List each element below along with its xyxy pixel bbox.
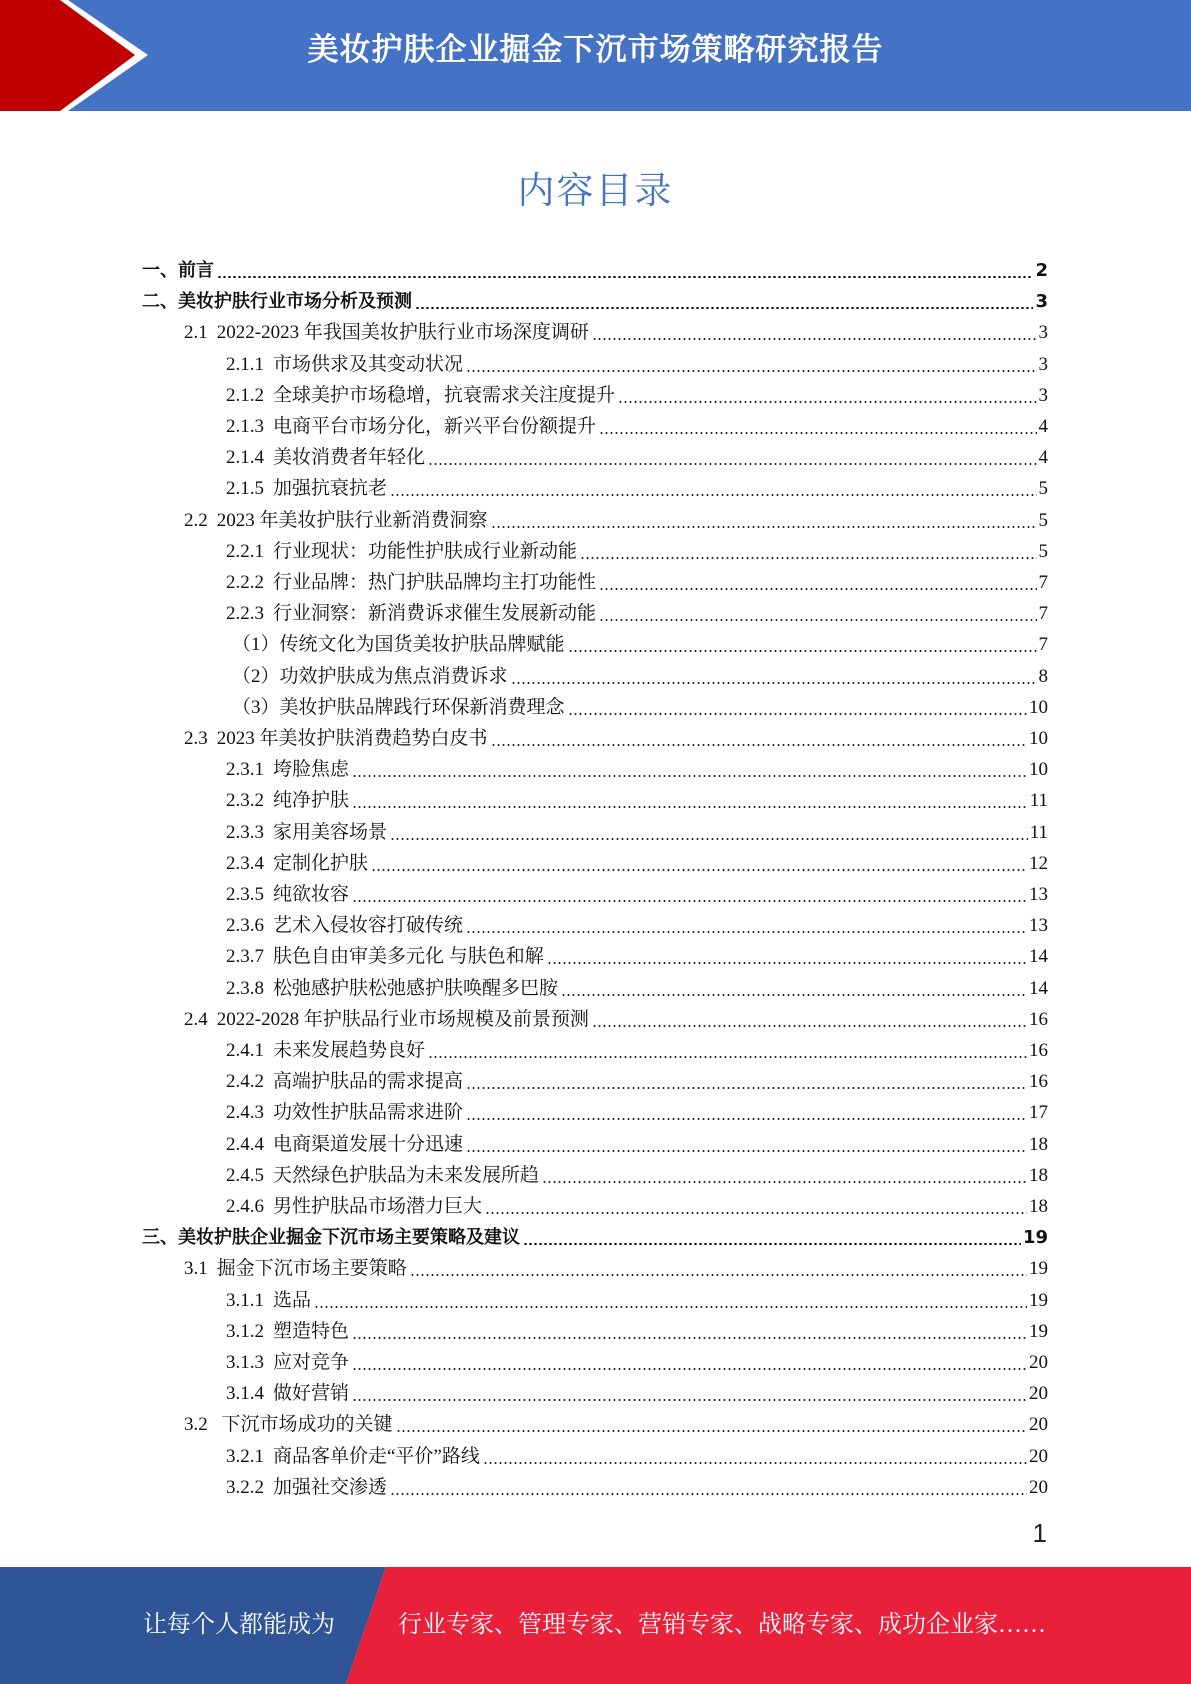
- toc-entry-text: [226, 1194, 482, 1220]
- toc-entry[interactable]: [226, 1470, 1048, 1501]
- toc-entry-number: 2.4.6: [226, 1196, 264, 1217]
- toc-entry-text: [226, 788, 349, 814]
- dot-leader: [352, 1337, 1027, 1339]
- dot-leader: [390, 1493, 1027, 1495]
- toc-entry[interactable]: [184, 1002, 1048, 1033]
- dot-leader: [352, 1368, 1027, 1370]
- toc-entry-page: 16: [1029, 1040, 1048, 1061]
- toc-entry-number: 2.3.1: [226, 759, 264, 781]
- dot-leader: [410, 1274, 1027, 1276]
- toc-entry-page: 20: [1029, 1476, 1048, 1498]
- toc-entry[interactable]: [226, 908, 1048, 939]
- toc-entry-text: [226, 601, 596, 627]
- toc-entry[interactable]: [226, 783, 1048, 814]
- toc-entry[interactable]: [226, 1189, 1048, 1220]
- toc-entry-number: 2.3.5: [226, 884, 264, 905]
- toc-entry-text: [142, 289, 412, 315]
- footer-slogan-right: 行业专家、管理专家、营销专家、战略专家、成功企业家……: [398, 1612, 1046, 1638]
- toc-entry-label: 2023 年美妆护肤消费趋势白皮书: [216, 728, 488, 749]
- toc-entry-number: 2.4.1: [226, 1040, 264, 1061]
- toc-entry-label: 行业现状：功能性护肤成行业新动能: [273, 540, 578, 562]
- dot-leader: [396, 1430, 1027, 1432]
- toc-entry[interactable]: [232, 659, 1048, 690]
- toc-entry-text: [226, 1475, 387, 1501]
- dot-leader: [217, 276, 1033, 279]
- toc-entry-text: [184, 508, 488, 534]
- toc-entry-label: （2）功效护肤成为焦点消费诉求: [232, 665, 508, 687]
- toc-entry[interactable]: [184, 1407, 1048, 1438]
- toc-entry-label: 家用美容场景: [273, 821, 388, 843]
- toc-entry-label: 行业品牌：热门护肤品牌均主打功能性: [273, 572, 597, 593]
- toc-entry[interactable]: [226, 596, 1048, 627]
- toc-entry-text: [184, 726, 488, 752]
- toc-entry[interactable]: [142, 1220, 1048, 1251]
- toc-entry-number: 3.2.2: [226, 1476, 264, 1498]
- toc-entry-number: 2.2.2: [226, 572, 264, 593]
- toc-entry[interactable]: [184, 315, 1048, 346]
- toc-entry-number: 2.4.4: [226, 1133, 264, 1155]
- toc-entry-text: [226, 976, 558, 1002]
- toc-entry-page: 20: [1029, 1414, 1048, 1436]
- dot-leader: [568, 650, 1037, 652]
- dot-leader: [485, 1212, 1027, 1214]
- toc-entry-label: 电商平台市场分化，新兴平台份额提升: [273, 416, 597, 437]
- toc-entry-page: 20: [1029, 1445, 1048, 1467]
- toc-entry-label: 垮脸焦虑: [273, 759, 350, 781]
- dot-leader: [466, 931, 1027, 933]
- dot-leader: [542, 1181, 1027, 1183]
- toc-entry-number: 3.1: [184, 1258, 208, 1280]
- toc-entry-label: 纯净护肤: [273, 790, 350, 812]
- dot-leader: [599, 619, 1036, 621]
- toc-entry-text: [142, 258, 214, 284]
- toc-entry[interactable]: [226, 1283, 1048, 1314]
- toc-entry[interactable]: [142, 253, 1048, 284]
- toc-entry-text: [226, 851, 368, 877]
- toc-entry-page: 4: [1038, 447, 1048, 469]
- toc-entry-page: 8: [1038, 665, 1048, 687]
- toc-entry-page: 7: [1038, 572, 1048, 593]
- dot-leader: [561, 994, 1027, 996]
- toc-entry-number: 2.1: [184, 322, 208, 344]
- dot-leader: [466, 1087, 1027, 1089]
- toc-entry-label: 选品: [273, 1289, 312, 1311]
- toc-entry-page: 19: [1029, 1258, 1048, 1280]
- toc-entry[interactable]: [226, 471, 1048, 502]
- toc-entry-label: 高端护肤品的需求提高: [273, 1071, 464, 1093]
- toc-entry[interactable]: [226, 939, 1048, 970]
- toc-entry-number: 2.2.3: [226, 603, 264, 625]
- dot-leader: [599, 432, 1036, 434]
- toc-entry-text: [184, 1007, 589, 1033]
- toc-entry-text: [226, 882, 349, 908]
- toc-entry[interactable]: [226, 1158, 1048, 1189]
- toc-entry-page: 20: [1029, 1383, 1048, 1405]
- toc-entry-text: [226, 1350, 349, 1376]
- toc-entry-number: 2.1.5: [226, 478, 264, 500]
- toc-entry-text: [232, 664, 508, 690]
- dot-leader: [483, 1462, 1027, 1464]
- toc-entry-page: 10: [1029, 696, 1048, 718]
- dot-leader: [352, 1399, 1027, 1401]
- toc-entry-text: [226, 913, 463, 939]
- toc-entry-text: [226, 1069, 463, 1095]
- toc-entry-page: 14: [1029, 977, 1048, 999]
- toc-entry-label: 一、前言: [142, 260, 214, 281]
- toc-entry-page: 18: [1029, 1133, 1048, 1155]
- toc-entry[interactable]: [226, 565, 1048, 596]
- dot-leader: [352, 775, 1027, 777]
- toc-entry-label: （3）美妆护肤品牌践行环保新消费理念: [232, 696, 565, 718]
- dot-leader: [314, 1306, 1027, 1308]
- toc-entry-page: 7: [1038, 634, 1048, 656]
- toc-entry-label: 未来发展趋势良好: [273, 1040, 426, 1061]
- toc-title: 内容目录: [517, 169, 674, 212]
- toc-entry[interactable]: [184, 721, 1048, 752]
- dot-leader: [415, 307, 1033, 310]
- toc-entry[interactable]: [226, 1314, 1048, 1345]
- toc-entry-number: 2.3.4: [226, 852, 264, 874]
- toc-entry-text: [232, 632, 565, 658]
- toc-entry-number: 2.1.1: [226, 353, 264, 375]
- toc-entry-page: 14: [1029, 946, 1048, 968]
- dot-leader: [352, 806, 1028, 808]
- footer-slogan-left: 让每个人都能成为: [143, 1612, 335, 1638]
- toc-entry[interactable]: [226, 846, 1048, 877]
- dot-leader: [491, 744, 1027, 746]
- toc-entry-label: 做好营销: [273, 1383, 350, 1405]
- toc-entry[interactable]: [184, 503, 1048, 534]
- toc-entry-page: 3: [1035, 291, 1048, 313]
- toc-entry-text: [184, 320, 589, 346]
- toc-entry-page: 11: [1029, 790, 1048, 812]
- dot-leader: [428, 463, 1036, 465]
- toc-entry[interactable]: [226, 877, 1048, 908]
- toc-entry-number: 3.1.4: [226, 1383, 264, 1405]
- toc-entry-text: [226, 820, 387, 846]
- dot-leader: [428, 1056, 1027, 1058]
- toc-entry-number: 3.1.3: [226, 1352, 264, 1373]
- toc-entry-label: 塑造特色: [273, 1320, 350, 1342]
- toc-entry-number: 2.3: [184, 728, 208, 749]
- toc-entry-page: 3: [1038, 353, 1048, 375]
- dot-leader: [523, 1243, 1021, 1246]
- toc-entry-page: 19: [1022, 1227, 1048, 1249]
- page-footer: [0, 1567, 1191, 1684]
- dot-leader: [466, 1118, 1027, 1120]
- toc-entry-number: 2.2: [184, 509, 208, 531]
- toc-entry-number: 2.4.2: [226, 1071, 264, 1093]
- page-header: [0, 0, 1191, 111]
- toc-entry-text: [226, 383, 615, 409]
- dot-leader: [491, 526, 1037, 528]
- toc-entry-text: [226, 1288, 311, 1314]
- toc-entry-label: 男性护肤品市场潜力巨大: [273, 1196, 483, 1217]
- toc-entry-text: [184, 1256, 407, 1282]
- toc-entry-page: 13: [1029, 915, 1048, 937]
- toc-entry-page: 12: [1029, 852, 1048, 874]
- toc-entry-page: 3: [1038, 384, 1048, 406]
- toc-entry-label: 下沉市场成功的关键: [216, 1414, 393, 1436]
- toc-entry-label: 2022-2023 年我国美妆护肤行业市场深度调研: [216, 322, 589, 344]
- toc-entry-text: [142, 1225, 520, 1251]
- toc-entry-label: 掘金下沉市场主要策略: [216, 1258, 407, 1280]
- toc-entry[interactable]: [226, 1439, 1048, 1470]
- toc-entry-number: 2.3.6: [226, 915, 264, 937]
- dot-leader: [371, 869, 1027, 871]
- toc-entry-text: [226, 1163, 539, 1189]
- toc-entry-page: 7: [1038, 603, 1048, 625]
- toc-entry-text: [226, 1319, 349, 1345]
- toc-entry-label: 2022-2028 年护肤品行业市场规模及前景预测: [216, 1008, 589, 1030]
- toc-entry-text: [226, 1100, 463, 1126]
- toc-entry[interactable]: [226, 440, 1048, 471]
- toc-entry-label: 纯欲妆容: [273, 884, 350, 905]
- toc-entry-number: 2.3.7: [226, 946, 264, 968]
- toc-entry-page: 4: [1038, 416, 1048, 437]
- dot-leader: [466, 370, 1036, 372]
- toc-entry[interactable]: [226, 815, 1048, 846]
- toc-entry[interactable]: [226, 971, 1048, 1002]
- toc-entry-label: （1）传统文化为国货美妆护肤品牌赋能: [232, 634, 565, 656]
- dot-leader: [599, 588, 1036, 590]
- toc-entry[interactable]: [226, 1376, 1048, 1407]
- toc-entry-text: [226, 414, 596, 440]
- toc-entry[interactable]: [226, 1127, 1048, 1158]
- toc-entry[interactable]: [232, 690, 1048, 721]
- toc-entry-page: 16: [1029, 1071, 1048, 1093]
- toc-entry[interactable]: [226, 1033, 1048, 1064]
- toc-entry-number: 2.2.1: [226, 540, 264, 562]
- dot-leader: [352, 900, 1027, 902]
- toc-entry-label: 定制化护肤: [273, 852, 369, 874]
- toc-entry-number: 2.1.4: [226, 447, 264, 469]
- toc-entry-text: [232, 695, 565, 721]
- toc-entry-number: 2.3.8: [226, 977, 264, 999]
- toc-entry-number: 3.1.2: [226, 1320, 264, 1342]
- toc-entry[interactable]: [226, 1095, 1048, 1126]
- toc-entry-page: 18: [1029, 1196, 1048, 1217]
- toc-entry-text: [226, 445, 425, 471]
- toc-entry-number: 2.1.3: [226, 416, 264, 437]
- toc-entry-page: 18: [1029, 1164, 1048, 1186]
- toc-entry-number: 3.2: [184, 1414, 208, 1436]
- toc-entry-number: 2.3.2: [226, 790, 264, 812]
- toc-entry-label: 天然绿色护肤品为未来发展所趋: [273, 1164, 540, 1186]
- toc-entry[interactable]: [226, 752, 1048, 783]
- toc-entry[interactable]: [226, 378, 1048, 409]
- toc-entry-text: [226, 944, 544, 970]
- toc-entry-label: 艺术入侵妆容打破传统: [273, 915, 464, 937]
- toc-entry-number: 2.3.3: [226, 821, 264, 843]
- toc-entry[interactable]: [226, 1064, 1048, 1095]
- toc-entry-label: 加强社交渗透: [273, 1476, 388, 1498]
- toc-entry-label: 市场供求及其变动状况: [273, 353, 464, 375]
- toc-entry-text: [226, 1038, 425, 1064]
- toc-entry-label: 行业洞察：新消费诉求催生发展新动能: [273, 603, 597, 625]
- toc-entry-label: 加强抗衰抗老: [273, 478, 388, 500]
- toc-entry-label: 三、美妆护肤企业掘金下沉市场主要策略及建议: [142, 1227, 520, 1249]
- dot-leader: [592, 1025, 1027, 1027]
- toc-entry-page: 10: [1029, 759, 1048, 781]
- toc-entry-page: 11: [1029, 821, 1048, 843]
- dot-leader: [466, 1150, 1027, 1152]
- toc-entry-text: [226, 757, 349, 783]
- toc-entry-page: 16: [1029, 1008, 1048, 1030]
- toc-entry[interactable]: [232, 627, 1048, 658]
- toc-entry-label: 商品客单价走“平价”路线: [273, 1445, 480, 1467]
- toc-entry-number: 2.1.2: [226, 384, 264, 406]
- toc-entry-number: 3.2.1: [226, 1445, 264, 1467]
- toc-entry-number: 2.4.3: [226, 1102, 264, 1124]
- toc-entry-text: [226, 1132, 463, 1158]
- dot-leader: [547, 962, 1027, 964]
- toc-entry-label: 电商渠道发展十分迅速: [273, 1133, 464, 1155]
- toc-entry[interactable]: [226, 409, 1048, 440]
- toc-entry-label: 功效性护肤品需求进阶: [273, 1102, 464, 1124]
- toc-entry[interactable]: [184, 1251, 1048, 1282]
- dot-leader: [511, 682, 1037, 684]
- toc-entry-label: 二、美妆护肤行业市场分析及预测: [142, 291, 412, 313]
- toc-entry-page: 19: [1029, 1289, 1048, 1311]
- toc-entry[interactable]: [226, 347, 1048, 378]
- dot-leader: [580, 557, 1036, 559]
- dot-leader: [618, 401, 1036, 403]
- dot-leader: [568, 713, 1027, 715]
- toc-entry-page: 19: [1029, 1320, 1048, 1342]
- toc-entry[interactable]: [226, 534, 1048, 565]
- toc-entry-number: 2.4.5: [226, 1164, 264, 1186]
- toc-entry-label: 松弛感护肤松弛感护肤唤醒多巴胺: [273, 977, 559, 999]
- toc-entry-page: 17: [1029, 1102, 1048, 1124]
- toc-entry-label: 肤色自由审美多元化 与肤色和解: [273, 946, 544, 968]
- toc-entry-page: 3: [1038, 322, 1048, 344]
- toc-entry-label: 全球美护市场稳增，抗衰需求关注度提升: [273, 384, 616, 406]
- toc-entry-page: 5: [1038, 509, 1048, 531]
- toc-entry-text: [226, 352, 463, 378]
- toc-entry-text: [226, 476, 387, 502]
- toc-entry[interactable]: [226, 1345, 1048, 1376]
- toc-entry-page: 5: [1038, 540, 1048, 562]
- toc-entry-text: [226, 539, 577, 565]
- toc-entry-page: 20: [1029, 1352, 1048, 1373]
- toc-entry[interactable]: [142, 284, 1048, 315]
- report-title: 美妆护肤企业掘金下沉市场策略研究报告: [307, 32, 884, 68]
- toc-entry-page: 13: [1029, 884, 1048, 905]
- toc-entry-page: 10: [1029, 728, 1048, 749]
- toc-entry-text: [184, 1412, 393, 1438]
- toc-entry-text: [226, 1381, 349, 1407]
- toc-entry-text: [226, 570, 596, 596]
- toc-entry-label: 美妆消费者年轻化: [273, 447, 426, 469]
- toc-entry-number: 3.1.1: [226, 1289, 264, 1311]
- toc-entry-page: 5: [1038, 478, 1048, 500]
- dot-leader: [390, 494, 1036, 496]
- dot-leader: [592, 338, 1037, 340]
- toc-entry-label: 2023 年美妆护肤行业新消费洞察: [216, 509, 488, 531]
- toc-entry-page: 2: [1035, 260, 1048, 281]
- dot-leader: [390, 838, 1028, 840]
- page-number: 1: [1032, 1518, 1047, 1548]
- toc-entry-number: 2.4: [184, 1008, 208, 1030]
- toc-entry-text: [226, 1444, 480, 1470]
- toc-entry-label: 应对竞争: [273, 1352, 350, 1373]
